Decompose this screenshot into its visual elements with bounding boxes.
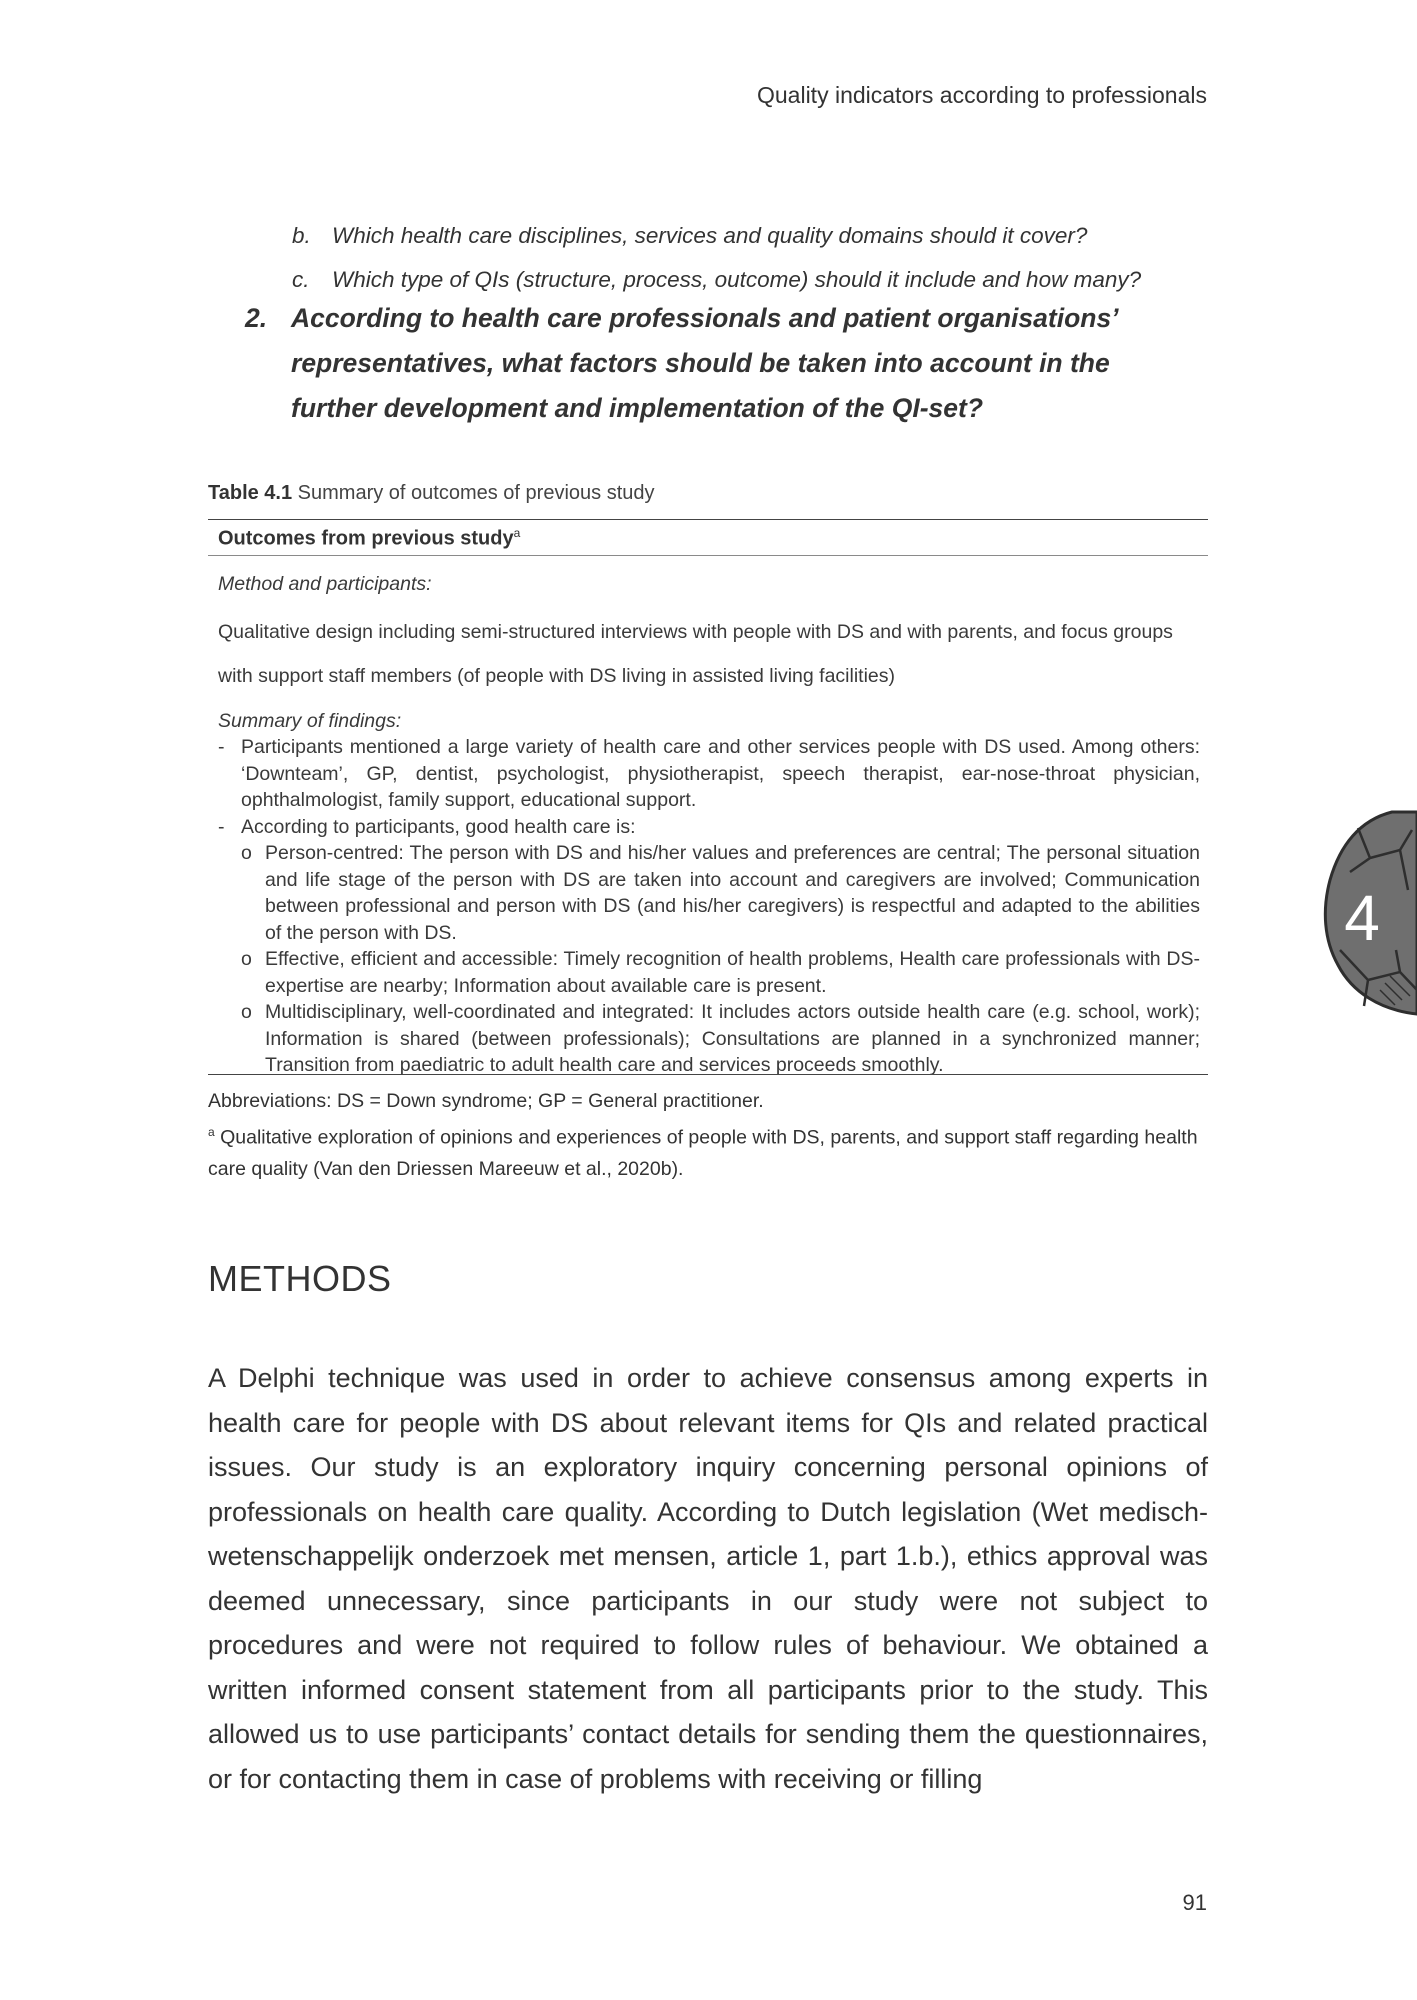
research-question-number: 2.: [245, 303, 268, 333]
research-question-2: [245, 296, 1145, 431]
body-paragraph: A Delphi technique was used in order to achieve consensus among experts in health care for people with DS about relevant items for QIs and related practical issues. Our study is an exploratory inquiry concerning personal opinions of professionals on health care quality. According to Dutch legislation (Wet medisch-wetenschappelijk onderzoek met mensen, article 1, part 1.b.), ethics approval was deemed unnecessary, since participants in our study were not subject to procedures and were not required to follow rules of behaviour. We obtained a written informed consent statement from all participants prior to the study. This allowed us to use participants’ contact details for sending them the questionnaires, or for contacting them in case of problems with receiving or filling: [208, 1363, 1208, 1794]
list-marker: -: [218, 815, 225, 838]
method-text: Qualitative design including semi-structured interviews with people with DS and with parents, and focus groups with support staff members (of people with DS living in assisted living facilities): [218, 621, 1173, 687]
findings-list: [218, 734, 1200, 1079]
list-item: [218, 814, 1200, 841]
chapter-tab: [1300, 800, 1417, 1030]
sub-question-b: [292, 214, 1192, 258]
chapter-badge-icon: [1300, 800, 1417, 1030]
sub-list-marker: o: [241, 1001, 252, 1023]
page-number: 91: [1182, 1890, 1207, 1915]
table-column-header: [218, 526, 520, 551]
table-header-rule: [208, 555, 1208, 556]
table-caption: [208, 482, 655, 505]
table-bottom-rule: [208, 1074, 1208, 1075]
sub-question-letter: c.: [292, 267, 310, 292]
sub-question-text: Which type of QIs (structure, process, outcome) should it include and how many?: [332, 267, 1142, 292]
research-question-text: According to health care professionals and patient organisations’ representatives, what factors should be taken into account in the further development and implementation of the QI-set?: [291, 303, 1118, 423]
running-header: Quality indicators according to professionals: [756, 82, 1207, 108]
table-caption-label: Table 4.1: [208, 482, 293, 504]
findings-heading: Summary of findings:: [218, 710, 402, 732]
section-title: METHODS: [208, 1258, 392, 1299]
footnote-text: Qualitative exploration of opinions and experiences of people with DS, parents, and support staff regarding health care quality (Van den Driessen Mareeuw et al., 2020b).: [208, 1126, 1198, 1180]
sub-list-item-text: Effective, efficient and accessible: Timely recognition of health problems, Health care professionals with DS-expertise are nearby; Information about available care is present.: [265, 948, 1200, 997]
table-footnote: [208, 1117, 1208, 1185]
table-body: [218, 570, 1200, 1079]
sub-list-item: [241, 946, 1200, 999]
table-caption-text: Summary of outcomes of previous study: [292, 482, 655, 504]
list-item-text: Participants mentioned a large variety of health care and other services people with DS used. Among others: ‘Downteam’, GP, dentist, psychologist, physiotherapist, speech therapist, ear-nose-throat physician, ophthalmologist, family support, educational support.: [241, 736, 1200, 811]
chapter-number: 4: [1344, 882, 1380, 954]
sub-question-text: Which health care disciplines, services and quality domains should it cover?: [332, 223, 1088, 248]
list-item: [218, 734, 1200, 814]
footnote-marker: a: [513, 526, 521, 540]
abbreviations-note: Abbreviations: DS = Down syndrome; GP = General practitioner.: [208, 1090, 764, 1112]
sub-list-marker: o: [241, 948, 252, 970]
sub-list-item: [241, 999, 1200, 1079]
table-column-header-text: Outcomes from previous study: [218, 527, 514, 550]
sub-list-item: [241, 840, 1200, 946]
method-heading: Method and participants:: [218, 573, 432, 595]
sub-list-marker: o: [241, 842, 252, 864]
sub-questions: [292, 214, 1192, 302]
table-notes: [208, 1086, 1208, 1185]
table-top-rule: [208, 519, 1208, 520]
sub-question-letter: b.: [292, 223, 311, 248]
footnote-marker: a: [208, 1125, 215, 1139]
sub-list-item-text: Multidisciplinary, well-coordinated and integrated: It includes actors outside health care (e.g. school, work); Information is shared (between professionals); Consultations are planned in a synchronized manner; Transition from paediatric to adult health care and services proceeds smoothly.: [265, 1001, 1200, 1076]
list-marker: -: [218, 736, 225, 758]
sub-list-item-text: Person-centred: The person with DS and his/her values and preferences are central; The personal situation and life stage of the person with DS are taken into account and caregivers are involved; Communication between professional and person with DS (and his/her caregivers) is respectful and adapted to the abilities of the person with DS.: [265, 842, 1200, 944]
list-item-text: According to participants, good health care is:: [241, 815, 636, 838]
